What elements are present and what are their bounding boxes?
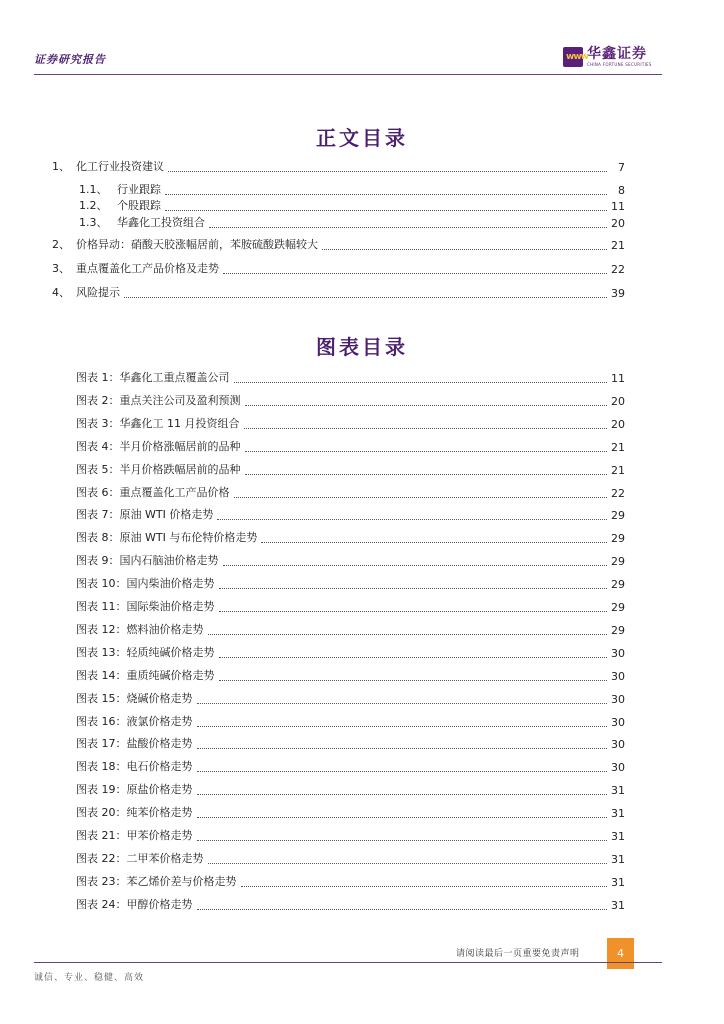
toc-entry-page: 11 [611,200,625,213]
footer-divider [34,962,662,963]
figure-toc-entry[interactable] [76,577,625,591]
figure-toc-entry[interactable] [76,692,625,706]
figure-toc-entry-page: 31 [611,830,625,843]
toc-leader-dots [223,263,607,274]
toc-leader-dots [208,624,608,635]
figure-toc-entry[interactable] [76,806,625,820]
figure-toc-entry[interactable] [76,715,625,729]
figure-toc-entry-title: 图表 2：重点关注公司及盈利预测 [76,393,241,407]
toc-leader-dots [245,395,608,406]
figure-toc-entry[interactable] [76,829,625,843]
figure-toc-entry-page: 22 [611,486,625,500]
figure-toc-entry[interactable] [76,371,625,385]
toc-entry[interactable] [79,183,625,197]
header-divider [34,74,662,75]
figure-toc-entry-page: 30 [611,646,625,660]
figure-toc-entry[interactable] [76,417,625,431]
figure-toc-entry-page: 29 [611,578,625,592]
toc-leader-dots [261,532,607,543]
toc-entry-number: 3、 [52,262,70,275]
figure-toc-entry-title: 图表 7：原油 WTI 价格走势 [76,508,214,522]
figure-toc-entry-page: 11 [611,372,625,385]
logo-mark-icon: www [563,47,583,67]
toc-entry-title: 华鑫化工投资组合 [117,216,205,229]
toc-entry-number: 1.1、 [79,183,108,196]
figure-toc-entry-page: 30 [611,669,625,683]
figure-toc-entry-page: 31 [611,852,625,866]
figure-toc-entry-title: 图表 12：燃料油价格走势 [76,622,204,636]
toc-leader-dots [219,578,608,589]
figure-toc-entry-page: 30 [611,715,625,729]
toc-leader-dots [241,876,608,887]
figure-toc-entry[interactable] [76,737,625,751]
figure-toc-entry-page: 20 [611,417,625,431]
figure-toc-entry[interactable] [76,623,625,637]
toc-leader-dots [245,464,608,475]
toc-leader-dots [165,200,607,211]
toc-entry-number: 2、 [52,238,70,251]
figure-toc-entry[interactable] [76,852,625,866]
toc-entry-title: 重点覆盖化工产品价格及走势 [76,262,219,275]
toc-entry-title: 价格异动：硝酸天胶涨幅居前，苯胺硫酸跌幅较大 [76,238,318,251]
toc-entry[interactable] [52,160,625,174]
figure-toc-entry-page: 21 [611,440,625,454]
figure-toc-entry-title: 图表 17：盐酸价格走势 [76,737,193,751]
toc-leader-dots [245,441,608,452]
figure-toc-entry[interactable] [76,554,625,568]
figure-toc-entry-title: 图表 6：重点覆盖化工产品价格 [76,485,230,499]
figure-toc-entry-title: 图表 20：纯苯价格走势 [76,806,193,820]
figure-toc-entry-page: 31 [611,807,625,821]
figure-toc-entry-page: 29 [611,532,625,546]
main-toc-title: 正文目录 [316,126,408,150]
figure-toc-entry-title: 图表 10：国内柴油价格走势 [76,577,215,591]
toc-leader-dots [223,555,608,566]
figure-toc-entry-title: 图表 23：苯乙烯价差与价格走势 [76,874,237,888]
toc-entry-page: 22 [611,263,625,276]
toc-entry-page: 39 [611,287,625,300]
figure-toc-entry-page: 30 [611,738,625,752]
toc-entry-title: 行业跟踪 [117,183,161,196]
toc-leader-dots [197,716,608,727]
figure-toc-entry[interactable] [76,463,625,477]
toc-entry-page: 7 [618,161,625,174]
figure-toc-entry-page: 29 [611,623,625,637]
figure-toc-entry-title: 图表 21：甲苯价格走势 [76,829,193,842]
figure-toc-entry-title: 图表 13：轻质纯碱价格走势 [76,645,215,659]
figure-toc-entry[interactable] [76,394,625,408]
figure-toc-entry-title: 图表 3：华鑫化工 11 月投资组合 [76,416,240,430]
figure-toc-entry-title: 图表 18：电石价格走势 [76,760,193,774]
toc-leader-dots [208,853,608,864]
figure-toc-entry[interactable] [76,760,625,774]
toc-leader-dots [197,761,608,772]
disclaimer-note: 请阅读最后一页重要免责声明 [456,949,580,959]
figure-toc-entry[interactable] [76,486,625,500]
toc-leader-dots [124,287,607,298]
toc-entry-title: 风险提示 [76,286,120,299]
toc-leader-dots [322,239,607,250]
figure-toc-entry-title: 图表 24：甲醇价格走势 [76,897,193,911]
figure-toc-entry-page: 29 [611,555,625,569]
figure-toc-entry-title: 图表 8：原油 WTI 与布伦特价格走势 [76,531,258,545]
figure-toc-entry[interactable] [76,440,625,454]
toc-leader-dots [197,693,608,704]
figure-toc-entry-title: 图表 14：重质纯碱价格走势 [76,668,215,682]
toc-entry[interactable] [79,216,625,230]
toc-entry-number: 1、 [52,160,70,173]
figure-toc-entry[interactable] [76,669,625,683]
toc-leader-dots [244,418,608,429]
toc-leader-dots [209,217,607,228]
logo-name-cn: 华鑫证券 [587,46,647,62]
figure-toc-entry[interactable] [76,508,625,522]
figure-toc-entry-title: 图表 1：华鑫化工重点覆盖公司 [76,371,230,384]
toc-leader-dots [197,830,608,841]
figure-toc-entry-title: 图表 22：二甲苯价格走势 [76,851,204,865]
toc-leader-dots [219,670,608,681]
figure-toc-entry-title: 图表 4：半月价格涨幅居前的品种 [76,439,241,453]
figure-toc-entry-title: 图表 16：液氯价格走势 [76,714,193,728]
company-logo [563,46,652,68]
figure-toc-entry-title: 图表 19：原盐价格走势 [76,783,193,797]
toc-entry[interactable] [79,199,625,213]
figure-toc-entry[interactable] [76,875,625,889]
toc-leader-dots [197,784,608,795]
figure-toc-title: 图表目录 [316,335,408,359]
figure-toc-entry-page: 31 [611,784,625,798]
figure-toc-entry-title: 图表 9：国内石脑油价格走势 [76,554,219,568]
toc-leader-dots [197,738,608,749]
toc-leader-dots [219,601,608,612]
toc-leader-dots [234,372,608,383]
toc-entry-number: 4、 [52,286,70,299]
figure-toc-entry-page: 31 [611,898,625,912]
toc-entry[interactable] [52,238,625,252]
toc-entry[interactable] [52,286,625,300]
toc-entry-page: 8 [618,184,625,197]
toc-leader-dots [219,647,608,658]
figure-toc-entry-title: 图表 15：烧碱价格走势 [76,691,193,705]
report-type-label: 证券研究报告 [34,53,106,66]
toc-leader-dots [197,807,608,818]
figure-toc-entry-page: 30 [611,692,625,706]
toc-entry-number: 1.2、 [79,199,108,212]
toc-leader-dots [168,161,607,172]
toc-leader-dots [197,899,608,910]
figure-toc-entry-page: 31 [611,875,625,889]
figure-toc-entry[interactable] [76,600,625,614]
figure-toc-entry-title: 图表 11：国际柴油价格走势 [76,600,215,613]
figure-toc-entry-page: 29 [611,509,625,523]
toc-entry-title: 化工行业投资建议 [76,160,164,173]
toc-leader-dots [234,487,608,498]
figure-toc-entry[interactable] [76,898,625,912]
toc-entry[interactable] [52,262,625,276]
toc-entry-number: 1.3、 [79,216,108,229]
toc-leader-dots [217,509,607,520]
figure-toc-entry[interactable] [76,783,625,797]
figure-toc-entry-title: 图表 5：半月价格跌幅居前的品种 [76,462,241,476]
figure-toc-entry-page: 21 [611,463,625,477]
figure-toc-entry[interactable] [76,646,625,660]
toc-entry-page: 21 [611,239,625,252]
figure-toc-entry-page: 30 [611,761,625,775]
footer-slogan: 诚信、专业、稳健、高效 [34,973,145,983]
page-number-badge: 4 [607,938,634,969]
toc-entry-title: 个股跟踪 [117,199,161,212]
figure-toc-entry-page: 20 [611,394,625,408]
toc-entry-page: 20 [611,217,625,230]
logo-name-en: CHINA FORTUNE SECURITIES [587,62,652,67]
toc-leader-dots [165,184,607,195]
figure-toc-entry-page: 29 [611,601,625,614]
figure-toc-entry[interactable] [76,531,625,545]
